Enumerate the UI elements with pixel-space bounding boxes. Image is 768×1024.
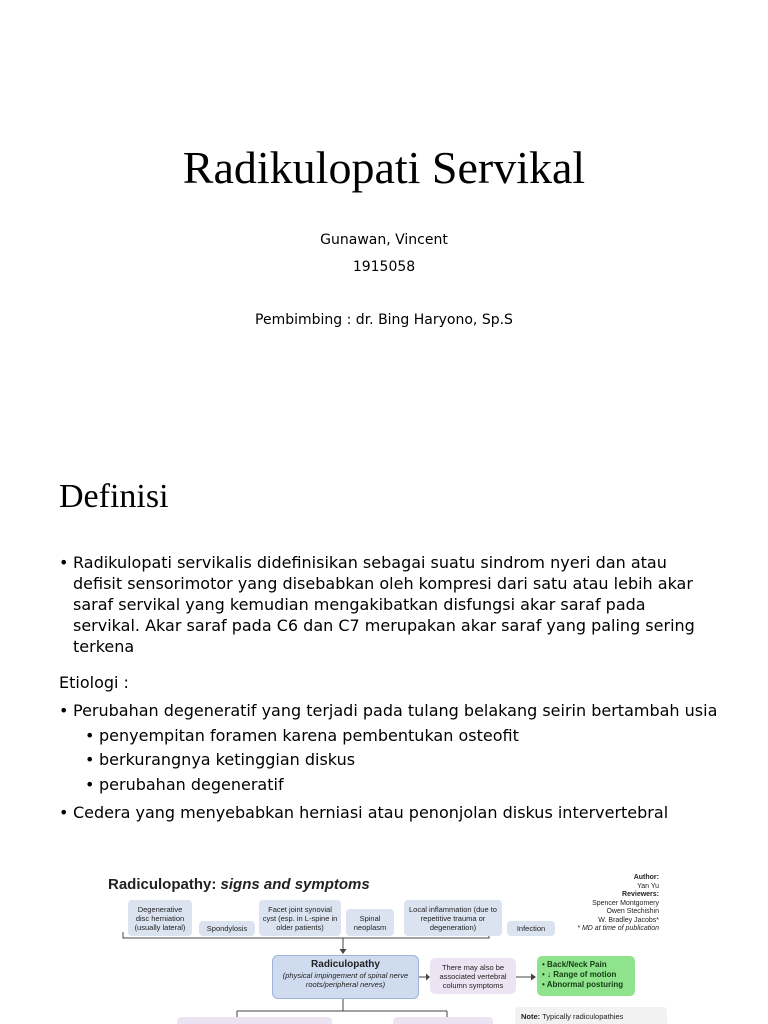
reviewer: W. Bradley Jacobs* [598, 916, 659, 924]
symptom-item: • ↓ Range of motion [542, 970, 617, 979]
figure-title-italic: signs and symptoms [220, 876, 370, 893]
cause-box: Facet joint synovial cyst (esp. in L-spine in older patients) [259, 900, 341, 936]
note-text: Typically radiculopathies [542, 1012, 624, 1021]
figure-title-main: Radiculopathy: [108, 876, 217, 893]
radiculopathy-title: Radiculopathy [311, 959, 380, 970]
etiology-text: Perubahan degeneratif yang terjadi pada tulang belakang seirin bertambah usia [73, 701, 718, 720]
supervisor: Pembimbing : dr. Bing Haryono, Sp.S [255, 312, 513, 328]
section-title: Definisi [59, 478, 169, 515]
symptom-item: • Back/Neck Pain [542, 960, 607, 969]
reviewers-label: Reviewers: [622, 891, 659, 898]
etiology-sub-text: penyempitan foramen karena pembentukan osteofit [99, 726, 519, 745]
radiculopathy-box [272, 955, 419, 999]
cause-box: Infection [507, 921, 555, 936]
flowchart-box [393, 1017, 493, 1024]
note-box [515, 1007, 667, 1024]
bullet-icon: • [59, 803, 69, 822]
slide-title: Radikulopati Servikal [182, 142, 586, 193]
flowchart-box [177, 1017, 332, 1024]
cause-box: Spinal neoplasm [346, 909, 394, 936]
etiology-text: Cedera yang menyebabkan herniasi atau penonjolan diskus intervertebral [73, 803, 669, 822]
etiology-sub-text: berkurangnya ketinggian diskus [99, 750, 356, 769]
cause-box: Spondylosis [199, 921, 255, 936]
cause-box: Local inflammation (due to repetitive trauma or degeneration) [404, 900, 502, 936]
bullet-icon: • [59, 701, 69, 720]
student-id: 1915058 [352, 259, 416, 275]
definition-text: Radikulopati servikalis didefinisikan sebagai suatu sindrom nyeri dan atau defisit sensorimotor yang disebabkan oleh kompresi dari satu atau lebih akar saraf servikal yang kemudian mengakibatkan disfungsi akar saraf pada servikal. Akar saraf pada C6 dan C7 merupakan akar saraf yang paling sering terkena [73, 553, 695, 656]
author-label: Author: [633, 874, 659, 881]
associated-symptoms-box: There may also be associated vertebral column symptoms [430, 958, 516, 994]
cause-box: Degenerative disc herniation (usually lateral) [128, 900, 192, 936]
symptom-item: • Abnormal posturing [542, 980, 624, 989]
bullet-icon: • [85, 775, 95, 794]
symptoms-box [537, 956, 635, 996]
author-name: Gunawan, Vincent [320, 232, 448, 248]
reviewer: Spencer Montgomery [592, 899, 659, 907]
credits-footnote: * MD at time of publication [577, 925, 659, 932]
bullet-icon: • [85, 750, 95, 769]
etiology-sub-text: perubahan degeneratif [99, 775, 284, 794]
reviewer: Owen Stechishin [606, 908, 659, 915]
figure-author: Yan Yu [637, 882, 659, 890]
radiculopathy-flowchart [97, 866, 672, 1024]
note-label: Note: [521, 1012, 541, 1021]
bullet-icon: • [85, 726, 95, 745]
etiology-label: Etiologi : [59, 673, 129, 692]
radiculopathy-subtitle: (physical impingement of spinal nerve roots/peripheral nerves) [282, 971, 409, 989]
flowchart-connectors [97, 866, 672, 1024]
bullet-icon: • [59, 553, 69, 572]
